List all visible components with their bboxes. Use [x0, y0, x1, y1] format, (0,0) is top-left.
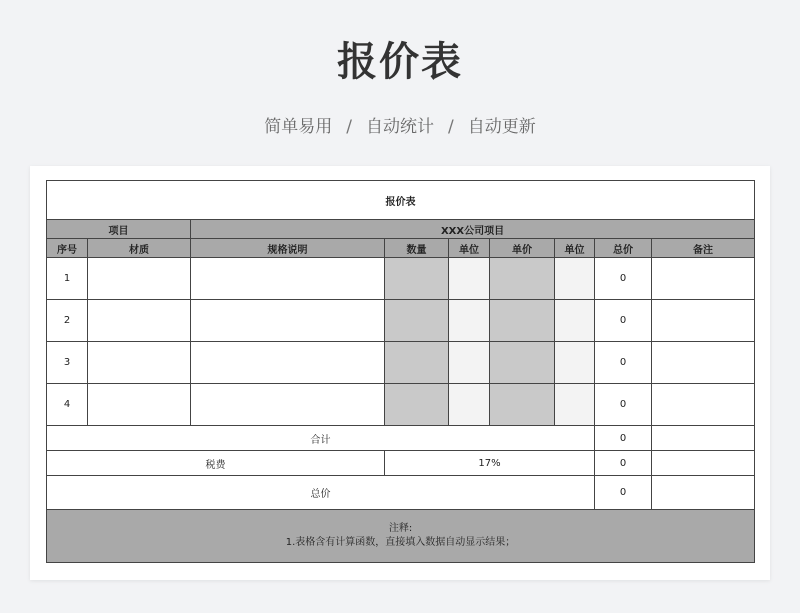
unit-cell[interactable]: [449, 342, 490, 384]
spec-cell[interactable]: [191, 384, 385, 426]
table-row: [47, 300, 755, 342]
unit-2-cell[interactable]: [555, 300, 595, 342]
material-cell[interactable]: [88, 342, 191, 384]
col-header-material: 材质: [88, 239, 191, 258]
material-cell[interactable]: [88, 258, 191, 300]
row-index: 2: [47, 300, 88, 342]
grand-total-remark-cell[interactable]: [652, 476, 755, 510]
notes-cell: [47, 510, 755, 563]
unit-cell[interactable]: [449, 258, 490, 300]
remark-cell[interactable]: [652, 384, 755, 426]
unit-price-cell[interactable]: [490, 384, 555, 426]
preview-card: [30, 166, 770, 580]
tag-easy: 简单易用: [264, 117, 333, 137]
unit-price-cell[interactable]: [490, 342, 555, 384]
tag-separator: /: [448, 117, 454, 137]
quote-table: [46, 180, 755, 563]
remark-cell[interactable]: [652, 258, 755, 300]
tax-rate[interactable]: 17%: [385, 451, 595, 476]
col-header-unit-2: 单位: [555, 239, 595, 258]
project-label: 项目: [47, 220, 191, 239]
unit-price-cell[interactable]: [490, 258, 555, 300]
sheet-title: 报价表: [47, 181, 755, 220]
col-header-unit-price: 单价: [490, 239, 555, 258]
unit-cell[interactable]: [449, 384, 490, 426]
row-total: 0: [595, 384, 652, 426]
spec-cell[interactable]: [191, 258, 385, 300]
quantity-cell[interactable]: [385, 258, 449, 300]
page-title: 报价表: [337, 39, 463, 85]
row-index: 4: [47, 384, 88, 426]
unit-2-cell[interactable]: [555, 384, 595, 426]
col-header-quantity: 数量: [385, 239, 449, 258]
quote-sheet: [46, 180, 754, 568]
sum-value: 0: [595, 426, 652, 451]
quantity-cell[interactable]: [385, 342, 449, 384]
spec-cell[interactable]: [191, 300, 385, 342]
project-name-cell[interactable]: XXX公司项目: [191, 220, 755, 239]
remark-cell[interactable]: [652, 300, 755, 342]
tax-value: 0: [595, 451, 652, 476]
col-header-spec: 规格说明: [191, 239, 385, 258]
col-header-index: 序号: [47, 239, 88, 258]
notes-title: 注释:: [388, 523, 413, 534]
table-row: [47, 258, 755, 300]
col-header-unit: 单位: [449, 239, 490, 258]
tag-auto-update: 自动更新: [467, 117, 536, 137]
unit-2-cell[interactable]: [555, 258, 595, 300]
spec-cell[interactable]: [191, 342, 385, 384]
row-index: 3: [47, 342, 88, 384]
unit-2-cell[interactable]: [555, 342, 595, 384]
row-total: 0: [595, 342, 652, 384]
grand-total-label: 总价: [47, 476, 595, 510]
quantity-cell[interactable]: [385, 384, 449, 426]
table-row: [47, 342, 755, 384]
tax-label: 税费: [47, 451, 385, 476]
quantity-cell[interactable]: [385, 300, 449, 342]
row-total: 0: [595, 300, 652, 342]
remark-cell[interactable]: [652, 342, 755, 384]
unit-price-cell[interactable]: [490, 300, 555, 342]
col-header-total: 总价: [595, 239, 652, 258]
notes-line: 1.表格含有计算函数，直接填入数据自动显示结果；: [285, 537, 516, 548]
grand-total-value: 0: [595, 476, 652, 510]
tag-separator: /: [346, 117, 352, 137]
sum-remark-cell[interactable]: [652, 426, 755, 451]
row-index: 1: [47, 258, 88, 300]
col-header-remark: 备注: [652, 239, 755, 258]
table-row: [47, 384, 755, 426]
row-total: 0: [595, 258, 652, 300]
material-cell[interactable]: [88, 384, 191, 426]
sum-label: 合计: [47, 426, 595, 451]
material-cell[interactable]: [88, 300, 191, 342]
tag-auto-stat: 自动统计: [366, 117, 434, 137]
feature-tags: [0, 112, 800, 137]
unit-cell[interactable]: [449, 300, 490, 342]
tax-remark-cell[interactable]: [652, 451, 755, 476]
